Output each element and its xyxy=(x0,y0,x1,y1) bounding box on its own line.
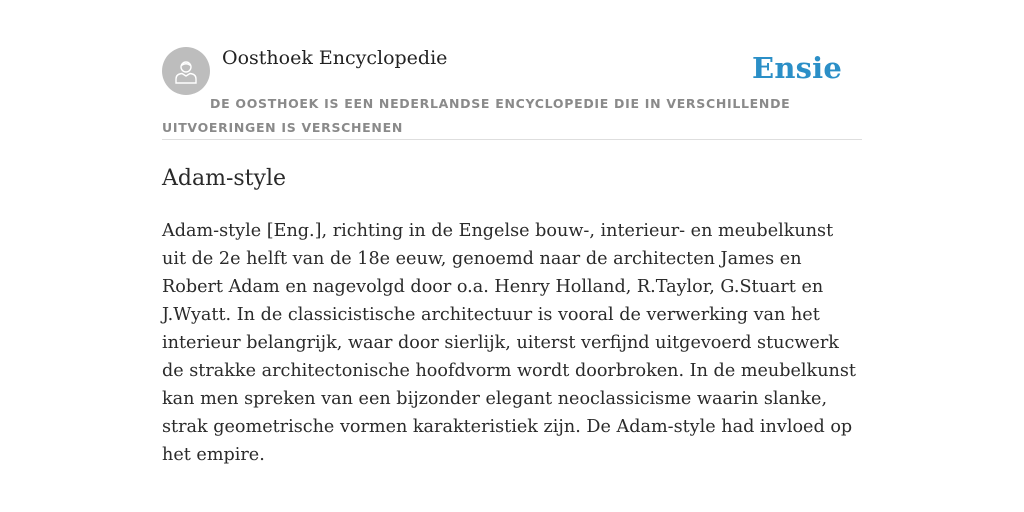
avatar[interactable] xyxy=(162,47,210,95)
article-title: Adam-style xyxy=(162,166,286,191)
article-card xyxy=(162,44,862,469)
article-body: Adam-style [Eng.], richting in de Engelse bouw-, interieur- en meubelkunst uit de 2e helft van de 18e eeuw, genoemd naar de architecten James en Robert Adam en nagevolgd door o.a. Henry Holland, R.Taylor, G.Stuart en J.Wyatt. In de classicistische architectuur is vooral de verwerking van het interieur belangrijk, waar door sierlijk, uiterst verfijnd uitgevoerd stucwerk de strakke architectonische hoofdvorm wordt doorbroken. In de meubelkunst kan men spreken van een bijzonder elegant neoclassicisme waarin slanke, strak geometrische vormen karakteristiek zijn. De Adam-style had invloed op het empire. xyxy=(162,221,856,465)
source-name[interactable]: Oosthoek Encyclopedie xyxy=(222,47,448,69)
ensie-logo[interactable]: Ensie xyxy=(752,51,842,85)
source-header xyxy=(162,44,862,140)
user-icon xyxy=(172,57,200,85)
source-tagline: DE OOSTHOEK IS EEN NEDERLANDSE ENCYCLOPEDIE DIE IN VERSCHILLENDE UITVOERINGEN IS VERSCHENEN xyxy=(162,96,791,135)
